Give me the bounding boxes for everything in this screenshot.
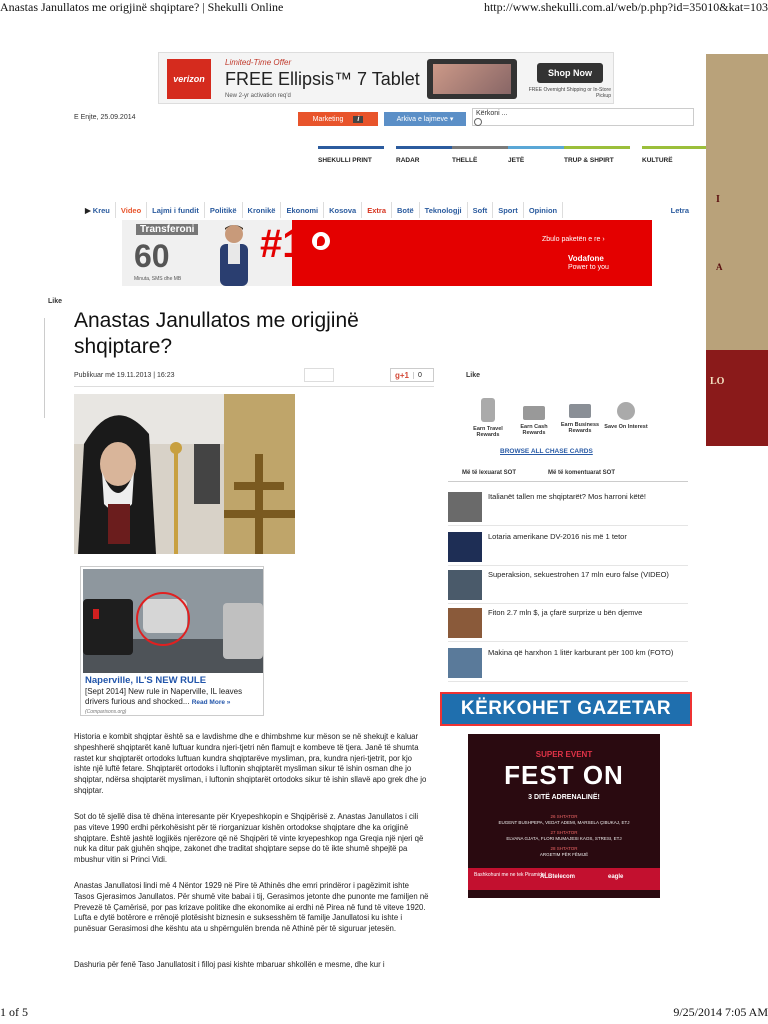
chase-travel-rewards[interactable] <box>466 398 510 438</box>
current-date: E Enjte, 25.09.2014 <box>74 114 136 121</box>
nav-sport[interactable]: Sport <box>493 202 524 218</box>
ad-tagline: Power to you <box>568 264 609 271</box>
list-item-thumbnail <box>448 532 482 562</box>
list-item-thumbnail <box>448 648 482 678</box>
browse-chase-cards-link[interactable]: BROWSE ALL CHASE CARDS <box>500 448 593 455</box>
ad-brand-name: Vodafone <box>568 254 604 263</box>
edge-ad-letter: I <box>716 194 720 205</box>
print-page-number: 1 of 5 <box>0 1005 28 1019</box>
article-publish-date: Publikuar më 19.11.2013 | 16:23 <box>74 372 175 379</box>
ad-transfer-label: Transferoni <box>136 224 198 235</box>
ad-fest-lineup: EUGENT BUSHPEPA, VEDAT ADEMI, MARSELA ÇIBUKAJ, ETJ <box>498 820 630 825</box>
section-kulture[interactable]: KULTURË <box>642 146 673 165</box>
left-share-bar <box>44 318 45 418</box>
ad-headline: FREE Ellipsis™ 7 Tablet <box>225 69 420 89</box>
info-icon: i <box>353 116 363 123</box>
news-archive-dropdown[interactable]: Arkiva e lajmeve ▾ <box>384 112 466 126</box>
right-edge-ad[interactable] <box>706 54 768 446</box>
section-thelle[interactable]: THELLË <box>452 146 477 165</box>
edge-ad-dark-panel <box>706 350 768 446</box>
left-like-button[interactable]: Like <box>48 298 63 305</box>
ad-title[interactable]: Naperville, IL'S NEW RULE <box>85 675 207 686</box>
chase-business-rewards[interactable] <box>558 398 602 434</box>
albtelecom-logo: ALBtelecom <box>540 874 576 880</box>
search-icon[interactable] <box>474 118 482 126</box>
cash-icon <box>523 406 545 420</box>
ad-fest-name: FEST ON <box>504 760 624 790</box>
section-trup-shpirt[interactable]: TRUP & SHPIRT <box>564 146 614 165</box>
google-plus-button[interactable] <box>390 368 434 382</box>
luggage-icon <box>481 398 495 422</box>
nav-kreu-label: Kreu <box>92 205 110 215</box>
list-item-title[interactable]: Makina që harxhon 1 litër karburant për 100 km (FOTO) <box>488 648 674 657</box>
list-item[interactable] <box>448 530 688 566</box>
list-item-thumbnail <box>448 608 482 638</box>
home-arrow-icon: ▶ <box>85 205 91 215</box>
meta-divider <box>74 386 434 387</box>
ad-fest-join: Bashkohuni me ne tek Piramida! <box>474 872 546 878</box>
section-links <box>318 146 694 176</box>
section-jete[interactable]: JETË <box>508 146 524 165</box>
festival-ad[interactable] <box>468 734 660 898</box>
search-input[interactable]: Kërkoni ... <box>472 108 694 126</box>
list-item-thumbnail <box>448 570 482 600</box>
share-button[interactable] <box>304 368 334 382</box>
ad-super-event: SUPER EVENT <box>535 750 593 759</box>
nav-teknologji[interactable]: Teknologji <box>420 202 468 218</box>
ad-fest-footer <box>468 868 660 890</box>
job-ad-banner[interactable]: KËRKOHET GAZETAR <box>440 692 692 726</box>
article-paragraph: Historia e kombit shqiptar është sa e lavdishme dhe e dhimbshme kur mëson se në shekujt e kaluar shpeshherë shqiptarët kanë luftuar kundra njeri-tjetri nën flamujt e kombeve të tjera. Janë të shumta rastet kur shqiptarët ortodoks luftuan kundra shqiptarëve mysliman, pra, kundra njeri-tjetrit, por kjo ishte një luftë fetare. Shqiptarët ortodoks i luftonin shqiptarët mysliman sikur të ishin osman dhe jo shqiptar, ndërsa shqiptarët mysliman, i luftonin shqiptarët ortodoks sikur të ishin sllavë apo grek dhe jo shqiptar. <box>74 732 427 795</box>
nav-kosova[interactable]: Kosova <box>324 202 362 218</box>
ad-number-one: #1 <box>260 222 305 266</box>
ad-big-number: 60 <box>134 238 170 274</box>
ad-shipping-note: FREE Overnight Shipping or In-Store Pickup <box>528 87 611 99</box>
nav-soft[interactable]: Soft <box>468 202 494 218</box>
print-url: http://www.shekulli.com.al/web/p.php?id=35010&kat=103 <box>483 0 768 14</box>
card-icon <box>569 404 591 418</box>
nav-ekonomi[interactable]: Ekonomi <box>281 202 324 218</box>
list-item[interactable] <box>448 568 688 604</box>
ad-limited-offer: Limited-Time Offer <box>225 58 292 67</box>
nav-kreu[interactable] <box>80 202 116 218</box>
ad-discover-link[interactable]: Zbulo paketën e re › <box>542 236 605 243</box>
list-item[interactable] <box>448 606 688 642</box>
piggy-bank-icon <box>617 402 635 420</box>
ad-person-image <box>208 222 260 286</box>
chase-business-label: Earn Business Rewards <box>560 422 600 434</box>
verizon-logo: verizon <box>167 59 211 99</box>
ad-subtext: New 2-yr activation req'd <box>225 93 291 99</box>
ad-fest-subtitle: 3 DITË ADRENALINË! <box>528 794 600 801</box>
ad-fest-date: 26 SHTATOR <box>550 814 578 819</box>
tab-most-commented[interactable]: Më të komentuarat SOT <box>548 470 616 476</box>
nav-letra[interactable]: Letra <box>670 205 689 215</box>
ad-fest-date: 28 SHTATOR <box>550 846 578 851</box>
eagle-logo: eagle <box>608 874 624 880</box>
ad-text <box>85 687 261 708</box>
ad-fest-date: 27 SHTATOR <box>550 830 578 835</box>
edge-ad-letter-2: A <box>716 262 723 272</box>
read-more-link[interactable]: Read More » <box>191 699 231 706</box>
nav-lajmi-i-fundit[interactable]: Lajmi i fundit <box>147 202 205 218</box>
article-title: Anastas Janullatos me origjinë shqiptare? <box>74 309 359 358</box>
nav-video[interactable]: Video <box>116 202 147 218</box>
nav-extra[interactable]: Extra <box>362 202 392 218</box>
article-paragraph: Sot do të sjellë disa të dhëna interesante për Kryepeshkopin e Shqipërisë z. Anastas Janullatos i cili pas viteve 1990 erdhi përkohësisht për të riorganizuar kishën ortodokse shqiptare dhe ka origjinë shqiptare. Është jashtë logjikës njerëzore që në Shqipëri të vinte kryepeshkop nga Greqia një njeri që nuk ka ditur pak gjuhën shqipe, zakonet dhe traditat shqiptare sepse do të ikte shumë shpejtë pa mbushur vitin si Princi Vidi. <box>74 812 424 865</box>
section-radar[interactable]: RADAR <box>396 146 419 165</box>
list-item-title[interactable]: Superaksion, sekuestrohen 17 mln euro false (VIDEO) <box>488 570 669 579</box>
nav-politike[interactable]: Politikë <box>205 202 243 218</box>
marketing-label: Marketing <box>312 115 344 123</box>
section-shekulli-print[interactable]: SHEKULLI PRINT <box>318 146 378 165</box>
article-paragraph: Anastas Janullatosi lindi më 4 Nëntor 1929 në Pire të Athinës dhe emri prindëror i pagëzimit ishte Tasos Gjerasimos Janullatos. Për shumë vite babai i tij, Gerasimos jetonte dhe punonte me familjen në Prevezë të Çamërisë, por pas krizave politike dhe ekonomike ai erdhi në Pirea në fund të viteve 1920. Lufta e dytë botërore e rrënojë plotësisht biznesin e suksesshëm të familje Janullatosi ku ishte i punësuar Gerasimosi dhe kështu ata u shpërngulën brenda në Athinë për të siguruar jetesën. <box>74 881 429 934</box>
google-plus-icon: g+1 <box>395 370 410 380</box>
nav-bote[interactable]: Botë <box>392 202 420 218</box>
naperville-ad[interactable] <box>80 566 264 716</box>
list-item-thumbnail <box>448 492 482 522</box>
shop-now-button[interactable]: Shop Now <box>537 63 603 83</box>
list-item-title[interactable]: Fiton 2.7 mln $, ja çfarë surprize u bën djemve <box>488 608 643 617</box>
list-item-title[interactable]: Italianët tallen me shqiptarët? Mos harroni këtë! <box>488 492 647 501</box>
sidebar-like-button[interactable]: Like <box>466 372 481 379</box>
ad-fest-lineup: ELVANA GJATA, FLORI MUMAJESI KAOS, STRESI, ETJ <box>506 836 622 841</box>
popular-tabs <box>448 466 688 482</box>
ad-description: [Sept 2014] New rule in Naperville, IL leaves drivers furious and shocked... <box>85 687 243 706</box>
main-nav <box>80 202 694 218</box>
chase-save-interest[interactable] <box>604 398 648 430</box>
chase-cash-rewards[interactable] <box>512 398 556 436</box>
marketing-button[interactable] <box>298 112 378 126</box>
nav-opinion[interactable]: Opinion <box>524 202 563 218</box>
tablet-image <box>427 59 517 99</box>
edge-ad-text: LO <box>710 376 725 387</box>
chase-save-label: Save On Interest <box>604 424 648 430</box>
vodafone-logo-icon <box>312 232 330 250</box>
vodafone-ad-banner[interactable] <box>122 220 652 286</box>
chase-travel-label: Earn Travel Rewards <box>473 426 503 438</box>
list-item[interactable] <box>448 490 688 526</box>
ad-source: (Comparisons.org) <box>85 709 127 715</box>
tab-most-read[interactable]: Më të lexuarat SOT <box>462 470 517 476</box>
chase-cash-label: Earn Cash Rewards <box>520 424 548 436</box>
ad-minutes-label: Minuta, SMS dhe MB <box>134 276 182 282</box>
article-photo <box>74 394 295 554</box>
list-item[interactable] <box>448 646 688 682</box>
list-item-title[interactable]: Lotaria amerikane DV-2016 nis më 1 tetor <box>488 532 627 541</box>
google-plus-count: 0 <box>413 372 426 379</box>
article-paragraph: Dashuria për fenë Taso Janullatosit i filloj pasi kishte mbaruar shkollën e mesme, dhe kur i <box>74 960 385 969</box>
ad-fest-lineup: ARGETIM PËR FËMIJË <box>539 852 589 857</box>
verizon-ad-banner[interactable] <box>158 52 614 104</box>
print-datetime: 9/25/2014 7:05 AM <box>673 1005 768 1019</box>
print-page-title: Anastas Janullatos me origjinë shqiptare? | Shekulli Online <box>0 0 284 14</box>
ad-traffic-image <box>83 569 263 673</box>
nav-kronike[interactable]: Kronikë <box>243 202 282 218</box>
